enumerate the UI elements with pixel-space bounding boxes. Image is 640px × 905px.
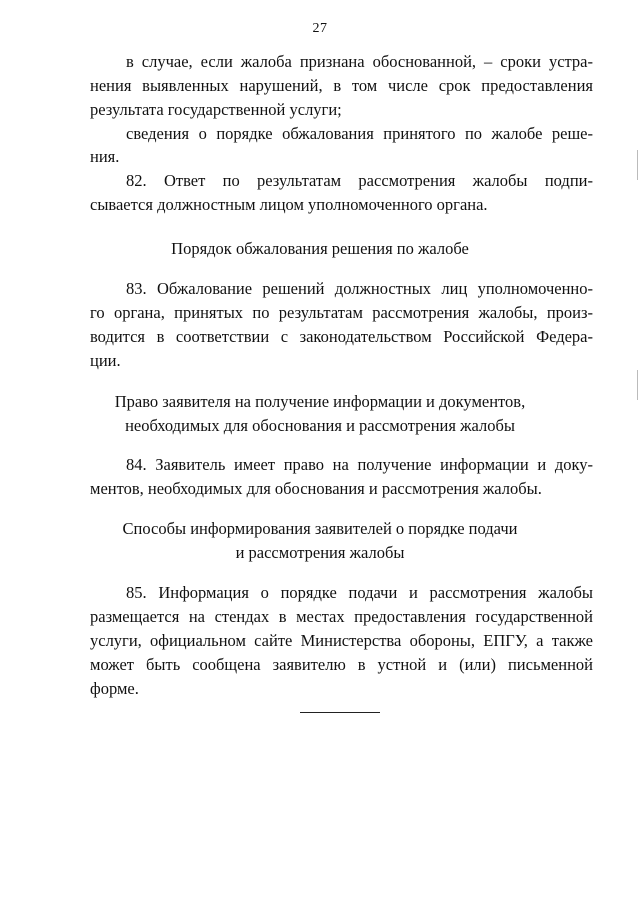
- section-heading: Способы информирования заявителей о порядке подачи: [122, 519, 518, 538]
- item-85-line: 85. Информация о порядке подачи и рассмотрения жалобы: [126, 583, 593, 602]
- scan-edge-mark: [637, 150, 638, 180]
- item-84-line: ментов, необходимых для обоснования и рассмотрения жалобы.: [90, 479, 542, 498]
- item-83-line: 83. Обжалование решений должностных лиц уполномоченно-: [126, 279, 593, 298]
- item-85-line: услуги, официальном сайте Министерства обороны, ЕПГУ, а также: [90, 631, 593, 650]
- text-line: сведения о порядке обжалования принятого по жалобе реше-: [126, 124, 593, 143]
- item-83-line: водится в соответствии с законодательством Российской Федера-: [90, 327, 593, 346]
- section-heading: Порядок обжалования решения по жалобе: [171, 239, 469, 258]
- page-number: 27: [312, 21, 328, 36]
- scan-edge-mark: [637, 370, 638, 400]
- item-82-line: 82. Ответ по результатам рассмотрения жалобы подпи-: [126, 171, 593, 190]
- text-line: ния.: [90, 147, 120, 166]
- text-line: в случае, если жалоба признана обоснованной, – сроки устра-: [126, 52, 593, 71]
- item-84-line: 84. Заявитель имеет право на получение информации и доку-: [126, 455, 593, 474]
- item-85-line: может быть сообщена заявителю в устной и (или) письменной: [90, 655, 593, 674]
- item-82-line: сывается должностным лицом уполномоченного органа.: [90, 195, 488, 214]
- end-rule: [300, 712, 380, 713]
- item-83-line: го органа, принятых по результатам рассмотрения жалобы, произ-: [90, 303, 593, 322]
- text-line: нения выявленных нарушений, в том числе срок предоставления: [90, 76, 593, 95]
- item-85-line: размещается на стендах в местах предоставления государственной: [90, 607, 593, 626]
- text-line: результата государственной услуги;: [90, 100, 342, 119]
- item-85-line: форме.: [90, 679, 139, 698]
- section-heading: Право заявителя на получение информации и документов,: [114, 392, 526, 411]
- section-heading: необходимых для обоснования и рассмотрения жалобы: [125, 416, 515, 435]
- item-83-line: ции.: [90, 351, 121, 370]
- section-heading: и рассмотрения жалобы: [235, 543, 405, 562]
